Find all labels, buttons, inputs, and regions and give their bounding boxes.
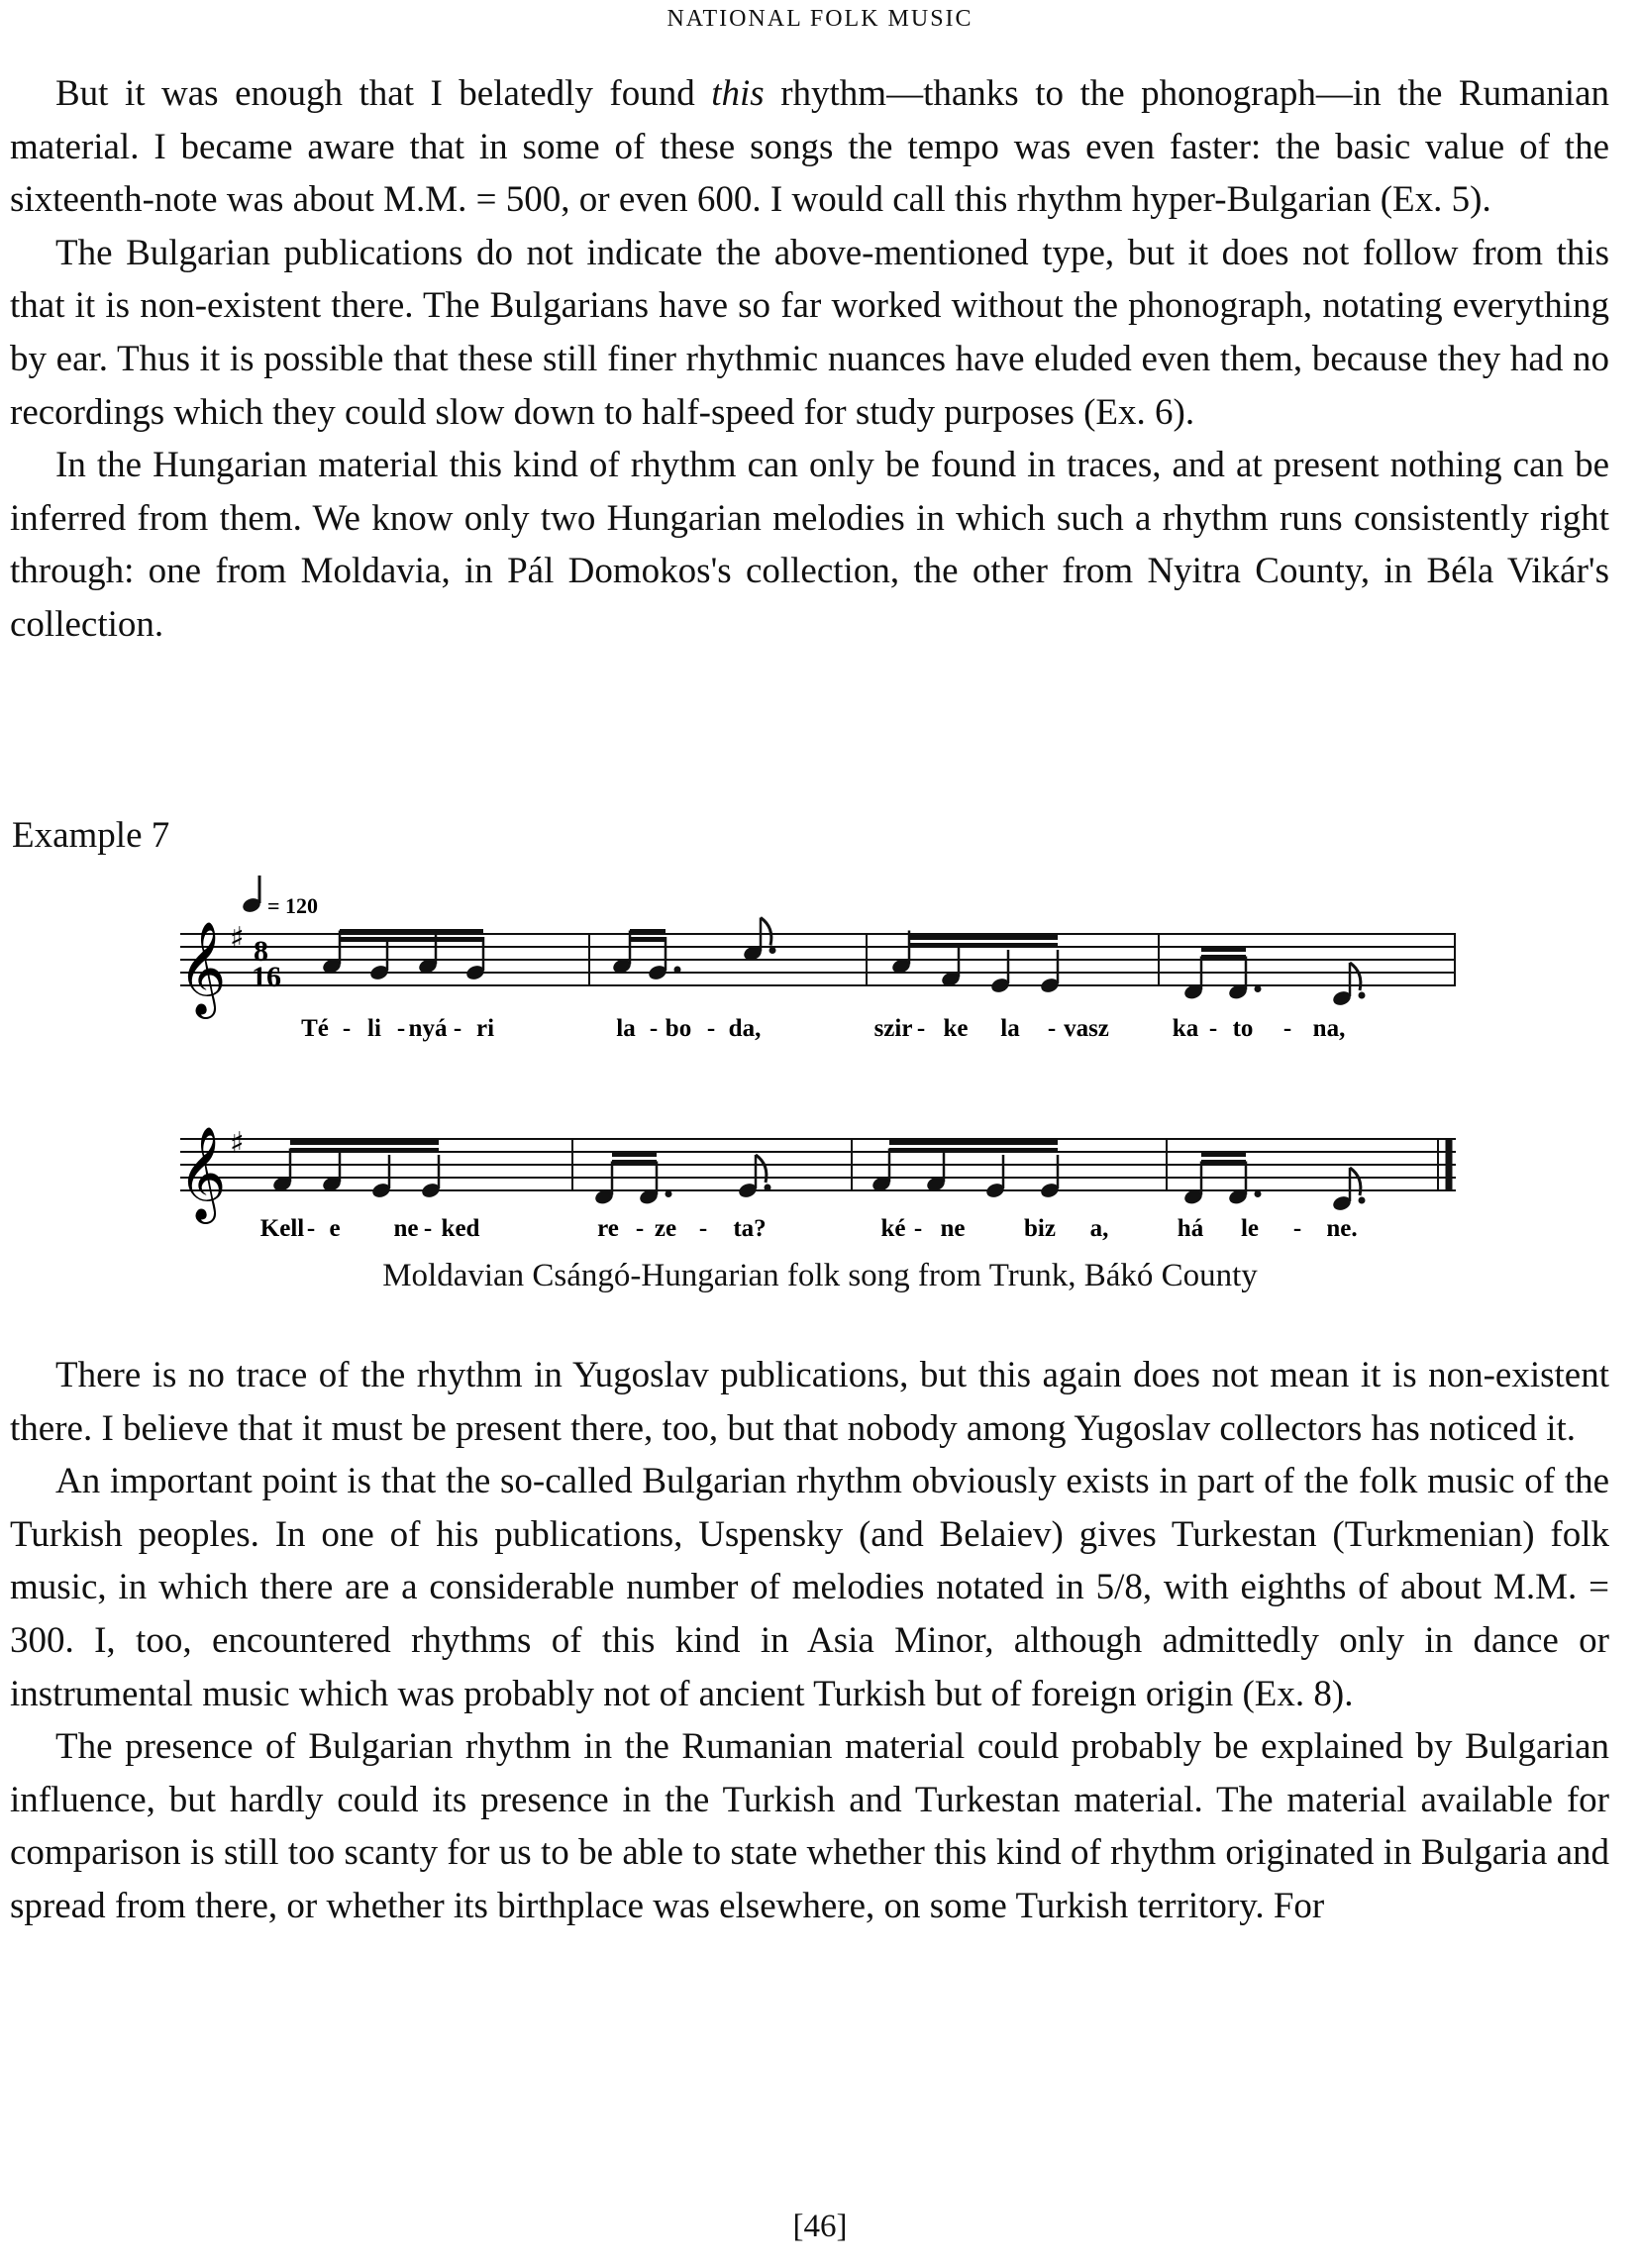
note-beam	[1201, 1160, 1246, 1165]
key-signature-sharp-icon: ♯	[230, 1126, 245, 1161]
note-beam	[1201, 1152, 1246, 1157]
lyric-syllable: -	[1282, 1015, 1292, 1042]
note-dot	[769, 947, 776, 954]
lyric-syllable: -	[396, 1015, 406, 1042]
note-beam	[340, 929, 483, 934]
tempo-marking	[241, 876, 318, 918]
note-beam	[612, 1152, 657, 1157]
paragraph-hyper-bulgarian: But it was enough that I belatedly found this rhythm—thanks to the phonograph—in the Rumanian material. I became aware that in some of these songs the tempo was even faster: the basic value of the sixteenth-note was about M.M. = 500, or even 600. I would call this rhythm hyper-Bulgarian (Ex. 5).	[10, 73, 1609, 221]
lyrics-line-1	[301, 1015, 1345, 1042]
lyric-syllable: la	[616, 1015, 636, 1042]
time-signature-top: 8	[254, 935, 268, 968]
lyric-syllable: Té	[301, 1015, 329, 1042]
lyric-syllable: ta?	[733, 1215, 767, 1242]
paragraph-bulgarian-publications: The Bulgarian publications do not indicate the above-mentioned type, but it does not follow from this that it is non-existent there. The Bulgarians have so far worked without the phonograph, notating everything by ear. Thus it is possible that these still finer rhythmic nuances have eluded even them, because they had no recordings which they could slow down to half-speed for study purposes (Ex. 6).	[10, 232, 1609, 433]
note-beam	[290, 1148, 439, 1153]
paragraph-turkish-peoples: An important point is that the so-called Bulgarian rhythm obviously exists in part of the folk music of the Turkish peoples. In one of his publications, Uspensky (and Belaiev) gives Turkestan (Turkmenian) folk music, in which there are a considerable number of melodies notated in 5/8, with eighths of about M.M. = 300. I, too, encountered rhythms of this kind in Asia Minor, although admittedly only in dance or instrumental music which was probably not of ancient Turkish but of foreign origin (Ex. 8).	[10, 1461, 1609, 1714]
lyric-syllable: -	[706, 1015, 716, 1042]
lyric-syllable: ke	[943, 1015, 969, 1042]
example-caption: Moldavian Csángó-Hungarian folk song from Trunk, Bákó County	[382, 1258, 1258, 1293]
lyric-syllable: ne	[940, 1215, 966, 1242]
paragraph-yugoslav: There is no trace of the rhythm in Yugoslav publications, but this again does not mean it is non-existent there. I believe that it must be present there, too, but that nobody among Yugoslav collectors has noticed it.	[10, 1355, 1609, 1449]
note-dot	[1359, 1197, 1366, 1204]
lyric-syllable: ka	[1172, 1015, 1199, 1042]
lyric-syllable: -	[635, 1215, 645, 1242]
lyric-syllable: há	[1177, 1215, 1204, 1242]
staff-line-2	[178, 1126, 1456, 1224]
lyric-syllable: -	[306, 1215, 316, 1242]
lyric-syllable: e	[329, 1215, 341, 1242]
tempo-value: = 120	[267, 893, 319, 918]
note-dot	[1255, 1190, 1262, 1197]
treble-clef-icon: 𝄞	[178, 921, 227, 1015]
staff-line-1	[178, 918, 1456, 1020]
lyric-syllable: vasz	[1064, 1015, 1109, 1042]
note-dot	[1359, 992, 1366, 999]
time-signature-bottom: 16	[252, 961, 281, 993]
note-dot	[1255, 985, 1262, 992]
notes-line-1	[321, 918, 1365, 1008]
note-dot	[666, 1190, 672, 1197]
lyric-syllable: ne	[393, 1215, 419, 1242]
lyric-syllable: ne.	[1326, 1215, 1358, 1242]
lyric-syllable: da,	[728, 1015, 762, 1042]
lyric-syllable: ri	[475, 1015, 495, 1042]
lyric-syllable: -	[916, 1015, 926, 1042]
lyric-syllable: -	[1047, 1015, 1057, 1042]
lyric-syllable: -	[698, 1215, 708, 1242]
lyric-syllable: na,	[1312, 1015, 1346, 1042]
running-header: NATIONAL FOLK MUSIC	[666, 6, 974, 32]
text-block-bottom	[10, 1349, 1609, 1933]
lyric-syllable: ked	[441, 1215, 480, 1242]
lyric-syllable: ké	[880, 1215, 906, 1242]
lyric-syllable: -	[1292, 1215, 1302, 1242]
lyric-syllable: -	[913, 1215, 923, 1242]
paragraph-rumanian-presence: The presence of Bulgarian rhythm in the Rumanian material could probably be explained by Bulgarian influence, but hardly could its presence in the Turkish and Turkestan material. The material available for comparison is still too scanty for us to be able to state whether this kind of rhythm originated in Bulgaria and spread from there, or whether its birthplace was elsewhere, on some Turkish territory. For	[10, 1726, 1609, 1926]
page-number: [46]	[792, 2209, 848, 2244]
lyric-syllable: to	[1232, 1015, 1254, 1042]
note-beam	[909, 943, 1058, 948]
example-label: Example 7	[12, 815, 170, 856]
lyric-syllable: le	[1240, 1215, 1260, 1242]
lyric-syllable: li	[367, 1015, 381, 1042]
lyric-syllable: a,	[1089, 1215, 1109, 1242]
note-dot	[674, 967, 681, 974]
note-beam	[1201, 947, 1246, 952]
note-beam	[630, 929, 666, 934]
emphasis-this: this	[711, 73, 765, 114]
note-beam	[630, 937, 666, 942]
lyric-syllable: -	[342, 1015, 352, 1042]
lyric-syllable: -	[1208, 1015, 1218, 1042]
note-beam	[1201, 955, 1246, 960]
note-flag	[761, 918, 771, 946]
paragraph-hungarian-material: In the Hungarian material this kind of rhythm can only be found in traces, and at present nothing can be inferred from them. We know only two Hungarian melodies in which such a rhythm runs consistently right through: one from Moldavia, in Pál Domokos's collection, the other from Nyitra County, in Béla Vikár's collection.	[10, 445, 1609, 645]
lyric-syllable: szir	[873, 1015, 913, 1042]
lyric-syllable: -	[649, 1015, 659, 1042]
lyric-syllable: ze	[654, 1215, 677, 1242]
key-signature-sharp-icon: ♯	[230, 921, 245, 956]
lyric-syllable: biz	[1024, 1215, 1056, 1242]
treble-clef-icon: 𝄞	[178, 1126, 227, 1220]
note-dot	[765, 1185, 771, 1191]
lyric-syllable: -	[423, 1215, 433, 1242]
lyric-syllable: Kell	[259, 1215, 305, 1242]
note-beam	[340, 937, 483, 942]
note-beam	[889, 1140, 1058, 1145]
note-beam	[612, 1160, 657, 1165]
note-beam	[889, 1148, 1058, 1153]
lyric-syllable: bo	[665, 1015, 692, 1042]
lyric-syllable: re	[597, 1215, 619, 1242]
note-beam	[290, 1140, 439, 1145]
note-beam	[909, 935, 1058, 940]
lyrics-line-2	[260, 1215, 1358, 1242]
lyric-syllable: la	[1000, 1015, 1020, 1042]
notes-line-2	[271, 1140, 1365, 1212]
lyric-syllable: nyá	[408, 1015, 448, 1042]
lyric-syllable: -	[453, 1015, 462, 1042]
